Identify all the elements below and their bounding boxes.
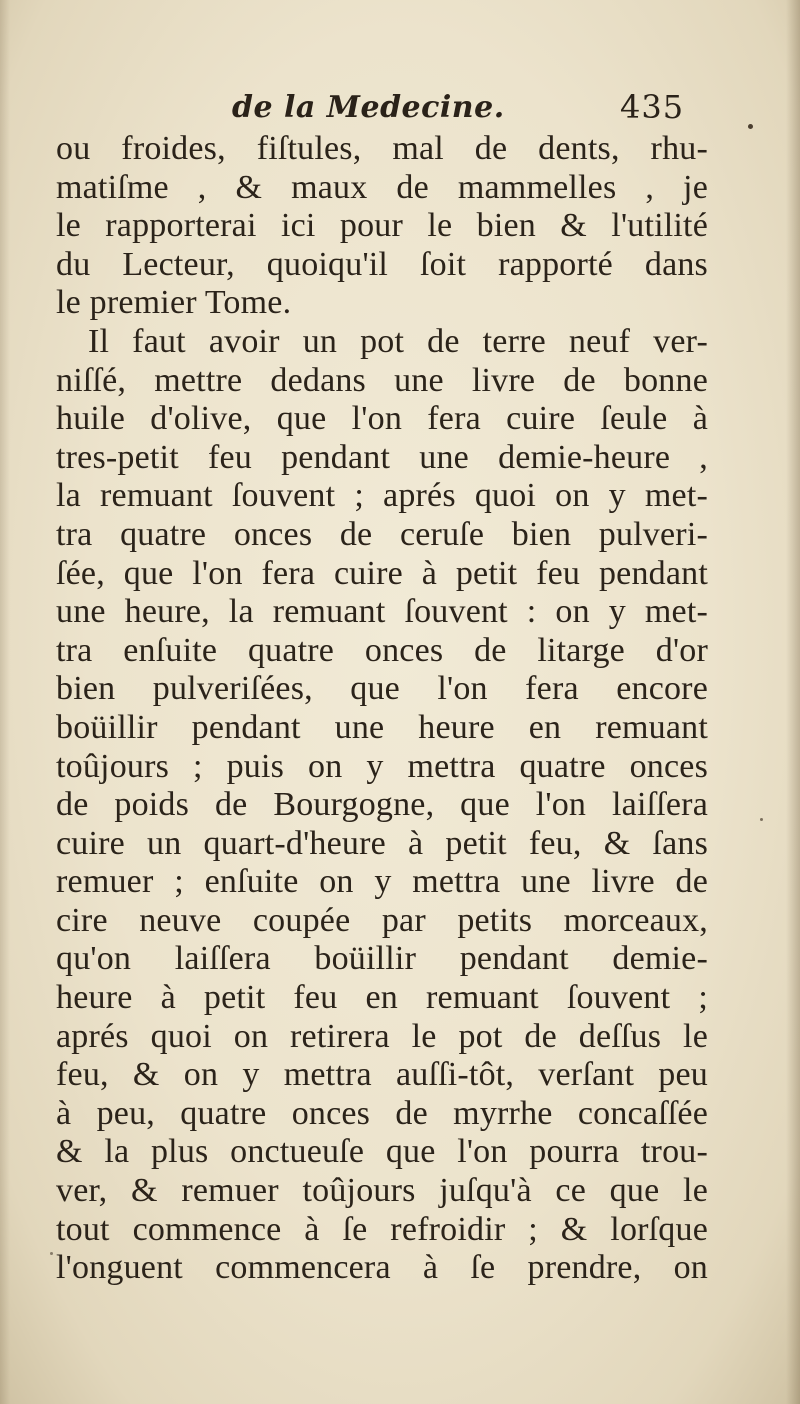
text-line: à peu, quatre onces de myrrhe concaſſée	[56, 1094, 708, 1132]
text-line: cuire un quart-d'heure à petit feu, & ſans	[56, 824, 708, 862]
running-title: de la Medecine.	[232, 90, 505, 125]
text-line: feu, & on y mettra auſſi-tôt, verſant peu	[56, 1056, 708, 1094]
ink-speck	[760, 818, 763, 821]
text-line: tout commence à ſe refroidir ; & lorſque	[56, 1210, 708, 1248]
text-line: la remuant ſouvent ; aprés quoi on y met-	[56, 477, 708, 515]
text-line: aprés quoi on retirera le pot de deſſus le	[56, 1017, 708, 1055]
text-line: le premier Tome.	[56, 284, 292, 322]
ink-speck	[50, 1252, 53, 1255]
text-line: ou froides, fiſtules, mal de dents, rhu-	[56, 130, 708, 167]
text-line: heure à petit feu en remuant ſouvent ;	[56, 979, 708, 1017]
ink-speck	[748, 124, 753, 129]
text-line: qu'on laiſſera boüillir pendant demie-	[56, 940, 708, 978]
text-line: & la plus onctueuſe que l'on pourra trou-	[56, 1133, 708, 1171]
text-line: niſſé, mettre dedans une livre de bonne	[56, 361, 708, 399]
page-number: 435	[620, 88, 685, 126]
text-line: l'onguent commencera à ſe prendre, on	[56, 1249, 708, 1287]
text-line: le rapporterai ici pour le bien & l'utilité	[56, 207, 708, 245]
text-line: bien pulveriſées, que l'on fera encore	[56, 670, 708, 708]
text-line: huile d'olive, que l'on fera cuire ſeule à	[56, 400, 708, 438]
text-line: matiſme , & maux de mammelles , je	[56, 168, 708, 206]
text-line: du Lecteur, quoiqu'il ſoit rapporté dans	[56, 245, 708, 283]
text-line: tra quatre onces de ceruſe bien pulveri-	[56, 515, 708, 553]
running-head	[0, 86, 800, 130]
text-line: cire neuve coupée par petits morceaux,	[56, 901, 708, 939]
text-line: de poids de Bourgogne, que l'on laiſſera	[56, 786, 708, 824]
text-line: ver, & remuer toûjours juſqu'à ce que le	[56, 1172, 708, 1210]
page-shadow-right	[786, 0, 800, 1404]
text-line: tra enſuite quatre onces de litarge d'or	[56, 631, 708, 669]
paragraph-start-line: Il faut avoir un pot de terre neuf ver-	[88, 322, 708, 360]
text-line: une heure, la remuant ſouvent : on y met-	[56, 593, 708, 631]
text-line: tres-petit feu pendant une demie-heure ,	[56, 438, 708, 476]
body-text	[56, 130, 708, 1288]
text-line: remuer ; enſuite on y mettra une livre de	[56, 863, 708, 901]
text-line: boüillir pendant une heure en remuant	[56, 708, 708, 746]
text-line: toûjours ; puis on y mettra quatre onces	[56, 747, 708, 785]
page-shadow-left	[0, 0, 10, 1404]
text-line: ſée, que l'on fera cuire à petit feu pendant	[56, 554, 708, 592]
